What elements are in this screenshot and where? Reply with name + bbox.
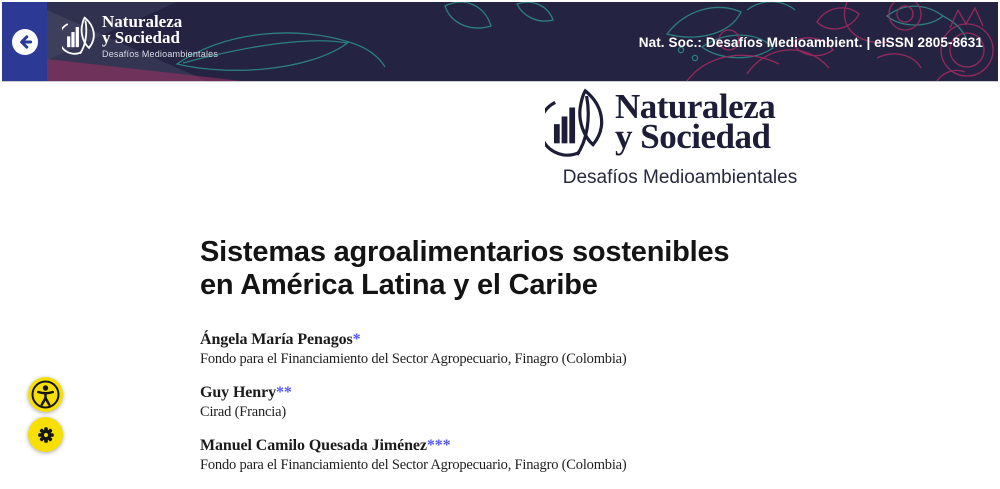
header-logo-line2: y Sociedad	[102, 28, 180, 47]
author-name-text: Ángela María Penagos	[200, 331, 353, 348]
header-journal-logo[interactable]	[62, 14, 218, 59]
masthead-subtitle: Desafíos Medioambientales	[562, 167, 798, 188]
masthead-line1: Naturaleza	[615, 87, 776, 126]
settings-button[interactable]	[28, 417, 63, 452]
masthead-line2: y Sociedad	[615, 117, 771, 156]
journal-reference: Nat. Soc.: Desafíos Medioambient. | eISSN 2805-8631	[638, 35, 983, 50]
author-name-text: Guy Henry	[200, 384, 276, 401]
arrow-left-circle-icon	[12, 29, 38, 55]
article-title-line2: en América Latina y el Caribe	[200, 269, 598, 301]
author-block	[200, 330, 627, 368]
header-logo-line1: Naturaleza	[102, 12, 183, 31]
author-block	[200, 436, 627, 474]
article-title-line1: Sistemas agroalimentarios sostenibles	[200, 236, 730, 268]
back-button[interactable]	[2, 2, 47, 81]
authors-list	[200, 330, 627, 489]
author-name	[200, 383, 627, 403]
author-name	[200, 330, 627, 350]
accessibility-person-icon	[28, 377, 63, 412]
author-affiliation: Fondo para el Financiamiento del Sector Agropecuario, Finagro (Colombia)	[200, 457, 627, 473]
author-footnote-marker[interactable]: ***	[426, 437, 451, 454]
article-title	[200, 236, 840, 302]
masthead-logo[interactable]	[545, 88, 815, 189]
bars-and-leaf-icon	[545, 88, 609, 159]
author-footnote-marker[interactable]: *	[352, 331, 361, 348]
author-block	[200, 383, 627, 421]
header-banner	[2, 2, 998, 82]
author-name-text: Manuel Camilo Quesada Jiménez	[200, 437, 427, 454]
author-affiliation: Fondo para el Financiamiento del Sector Agropecuario, Finagro (Colombia)	[200, 351, 627, 367]
gear-icon	[35, 424, 57, 446]
masthead-text	[615, 87, 776, 156]
bars-and-leaf-icon	[62, 14, 98, 58]
author-affiliation: Cirad (Francia)	[200, 404, 286, 420]
header-logo-text	[102, 14, 218, 59]
author-footnote-marker[interactable]: **	[276, 384, 292, 401]
author-name	[200, 436, 627, 456]
header-logo-subtitle: Desafíos Medioambientales	[102, 49, 219, 59]
accessibility-button[interactable]	[28, 377, 63, 412]
